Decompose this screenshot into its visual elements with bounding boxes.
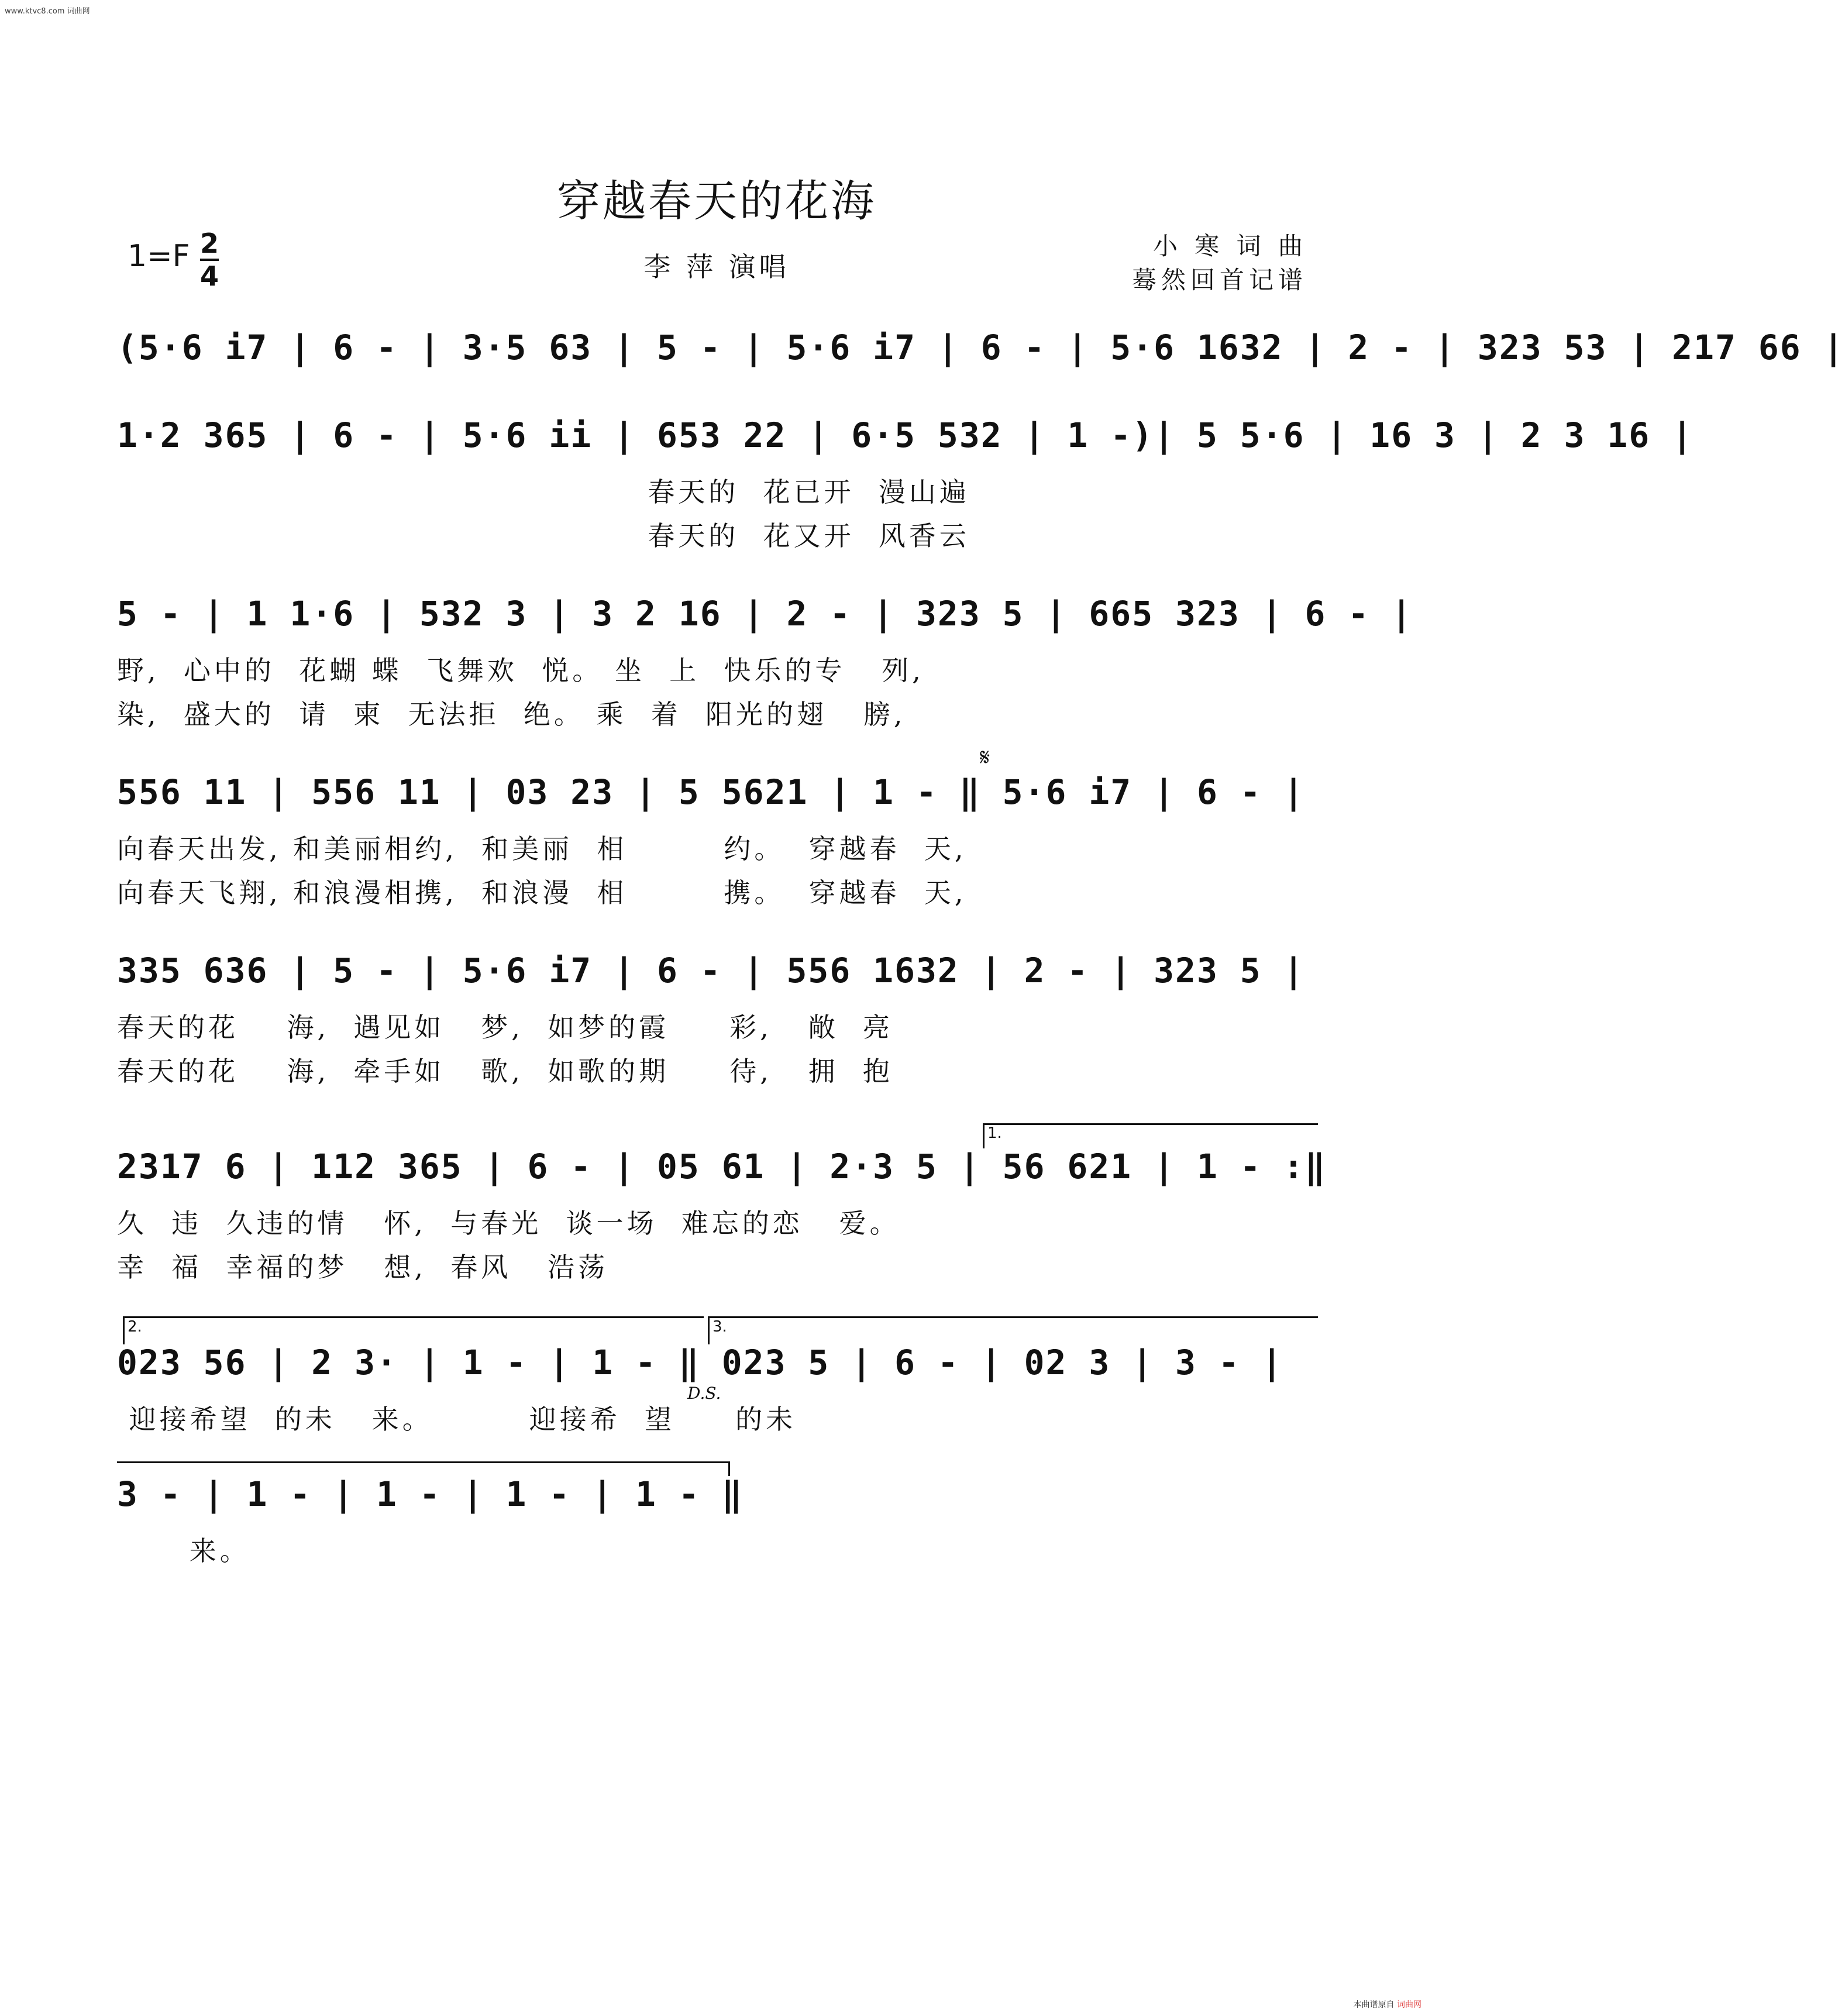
lyric-verse-2: 春天的 花又开 风香云 <box>117 520 970 552</box>
lyric-verse-1: 来。 <box>117 1535 250 1567</box>
site-watermark: www.ktvc8.com 词曲网 <box>5 7 90 16</box>
notation-line: 2317 6 | 112 365 | 6 - | 05 61 | 2·3 5 | 56 621 | 1 - :‖ <box>117 1147 1327 1186</box>
notation-line: 5 - | 1 1·6 | 532 3 | 3 2 16 | 2 - | 323 5 | 665 323 | 6 - | <box>117 594 1413 634</box>
lyric-verse-1: 迎接希望 的未 来。 迎接希 望 的未 <box>117 1403 797 1435</box>
key-signature: 1=F <box>128 239 190 274</box>
notation-line: 023 56 | 2 3· | 1 - | 1 - ‖ 023 5 | 6 - | 02 3 | 3 - | <box>117 1343 1283 1382</box>
system-3 <box>117 594 1413 734</box>
volta-3-label: 3. <box>712 1318 727 1336</box>
singer: 李 萍 演唱 <box>643 251 790 283</box>
system-2 <box>117 415 1694 556</box>
system-8 <box>117 1474 1316 1580</box>
system-1 <box>117 328 1845 398</box>
system-6 <box>117 1124 1327 1287</box>
lyric-verse-2: 春天的花 海, 牵手如 歌, 如歌的期 待, 拥 抱 <box>117 1055 893 1087</box>
footer-right: 词曲网 <box>1397 2000 1421 2010</box>
time-bottom: 4 <box>200 260 219 292</box>
time-top: 2 <box>200 228 219 261</box>
notation-line: 556 11 | 556 11 | 03 23 | 5 5621 | 1 - ‖ 5·6 i7 | 6 - | <box>117 772 1305 812</box>
lyric-verse-1: 春天的 花已开 漫山遍 <box>117 476 970 508</box>
notation-line: 3 - | 1 - | 1 - | 1 - | 1 - ‖ <box>117 1474 743 1514</box>
volta-bracket-1 <box>983 1123 1318 1148</box>
lyric-verse-2: 幸 福 幸福的梦 想, 春风 浩荡 <box>117 1251 609 1283</box>
dal-segno: D.S. <box>687 1384 721 1403</box>
lyric-verse-1: 春天的花 海, 遇见如 梦, 如梦的霞 彩, 敞 亮 <box>117 1012 893 1043</box>
notation-line: (5·6 i7 | 6 - | 3·5 63 | 5 - | 5·6 i7 | 6 - | 5·6 1632 | 2 - | 323 53 | 217 66 | <box>117 328 1845 367</box>
volta-bracket-2 <box>123 1316 704 1344</box>
lyric-verse-1: 野, 心中的 花蝴 蝶 飞舞欢 悦。 坐 上 快乐的专 列, <box>117 655 924 686</box>
song-title: 穿越春天的花海 <box>557 176 876 226</box>
system-7 <box>117 1318 1316 1448</box>
notation-line: 1·2 365 | 6 - | 5·6 ii | 653 22 | 6·5 532 | 1 -)| 5 5·6 | 16 3 | 2 3 16 | <box>117 415 1694 455</box>
footer-note <box>1354 1998 1421 2010</box>
segno-mark: 𝄋 <box>980 744 990 771</box>
lyricist-credit: 小 寒 词 曲 <box>1152 232 1307 260</box>
transcriber-credit: 蓦然回首记谱 <box>1131 266 1307 294</box>
lyric-verse-2: 染, 盛大的 请 柬 无法拒 绝。 乘 着 阳光的翅 膀, <box>117 699 906 730</box>
notation-line: 335 636 | 5 - | 5·6 i7 | 6 - | 556 1632 | 2 - | 323 5 | <box>117 951 1305 990</box>
volta-1-label: 1. <box>987 1124 1002 1142</box>
lyric-verse-2: 向春天飞翔, 和浪漫相携, 和浪漫 相 携。 穿越春 天, <box>117 877 967 909</box>
volta-bracket-3 <box>708 1316 1318 1344</box>
system-4 <box>117 744 1316 913</box>
system-5 <box>117 951 1316 1091</box>
lyric-verse-1: 向春天出发, 和美丽相约, 和美丽 相 约。 穿越春 天, <box>117 833 967 865</box>
volta-2-label: 2. <box>128 1318 142 1336</box>
lyric-verse-1: 久 违 久违的情 怀, 与春光 谈一场 难忘的恋 爱。 <box>117 1207 900 1239</box>
footer-left: 本曲谱原自 <box>1353 2000 1395 2010</box>
